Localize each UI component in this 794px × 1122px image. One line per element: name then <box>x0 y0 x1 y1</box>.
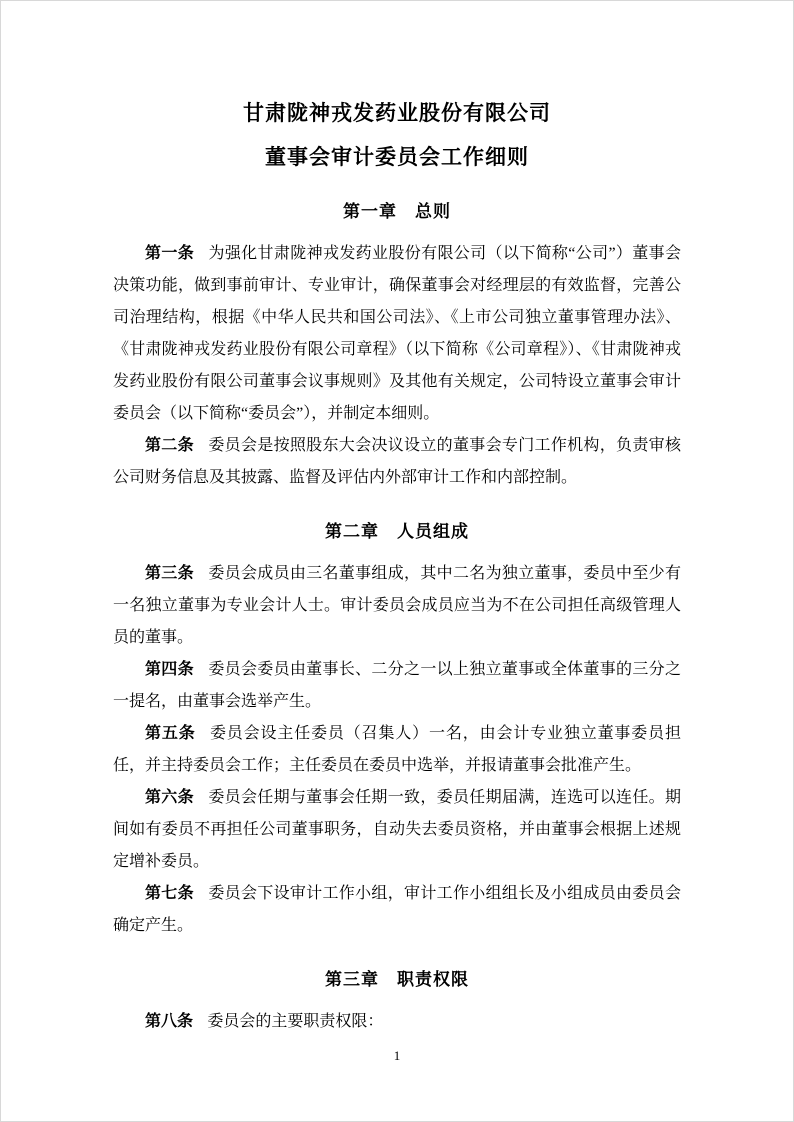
chapter-heading-1: 第一章 总则 <box>343 202 451 221</box>
article-3 <box>113 558 681 654</box>
article-8-label: 第八条 <box>145 1013 194 1030</box>
article-6-label: 第六条 <box>145 789 194 806</box>
document-title-line-1: 甘肃陇神戎发药业股份有限公司 <box>243 101 551 125</box>
article-4-text: 委员会委员由董事长、二分之一以上独立董事或全体董事的三分之一提名，由董事会选举产生。 <box>113 661 681 710</box>
article-2-text: 委员会是按照股东大会决议设立的董事会专门工作机构，负责审核公司财务信息及其披露、监督及评估内外部审计工作和内部控制。 <box>113 437 681 486</box>
page-footer <box>0 1048 794 1064</box>
article-6 <box>113 782 681 878</box>
article-1-text: 为强化甘肃陇神戎发药业股份有限公司（以下简称“公司”）董事会决策功能，做到事前审计、专业审计，确保董事会对经理层的有效监督，完善公司治理结构，根据《中华人民共和国公司法》、《上市公司独立董事管理办法》、《甘肃陇神戎发药业股份有限公司章程》（以下简称《公司章程》）、《甘肃陇神戎发药业股份有限公司董事会议事规则》及其他有关规定，公司特设立董事会审计委员会（以下简称“委员会”），并制定本细则。 <box>113 245 681 422</box>
article-8 <box>113 1006 681 1038</box>
article-6-text: 委员会任期与董事会任期一致，委员任期届满，连选可以连任。期间如有委员不再担任公司董事职务，自动失去委员资格，并由董事会根据上述规定增补委员。 <box>113 789 681 870</box>
chapter-heading-3: 第三章 职责权限 <box>325 970 469 989</box>
article-5-text: 委员会设主任委员（召集人）一名，由会计专业独立董事委员担任，并主持委员会工作；主任委员在委员中选举，并报请董事会批准产生。 <box>113 725 681 774</box>
article-1 <box>113 238 681 430</box>
article-7-label: 第七条 <box>145 885 194 902</box>
article-1-label: 第一条 <box>145 245 195 262</box>
article-5 <box>113 718 681 782</box>
article-3-label: 第三条 <box>145 565 194 582</box>
article-2 <box>113 430 681 494</box>
article-4-label: 第四条 <box>145 661 194 678</box>
document-title-line-2: 董事会审计委员会工作细则 <box>265 145 529 169</box>
article-4 <box>113 654 681 718</box>
article-7-text: 委员会下设审计工作小组，审计工作小组组长及小组成员由委员会确定产生。 <box>113 885 681 934</box>
article-2-label: 第二条 <box>145 437 194 454</box>
chapter-heading-2: 第二章 人员组成 <box>325 522 469 541</box>
article-5-label: 第五条 <box>145 725 196 742</box>
article-8-text: 委员会的主要职责权限： <box>207 1013 384 1030</box>
page-number: 1 <box>393 1048 401 1063</box>
article-3-text: 委员会成员由三名董事组成，其中二名为独立董事，委员中至少有一名独立董事为专业会计人士。审计委员会成员应当为不在公司担任高级管理人员的董事。 <box>113 565 681 646</box>
article-7 <box>113 878 681 942</box>
